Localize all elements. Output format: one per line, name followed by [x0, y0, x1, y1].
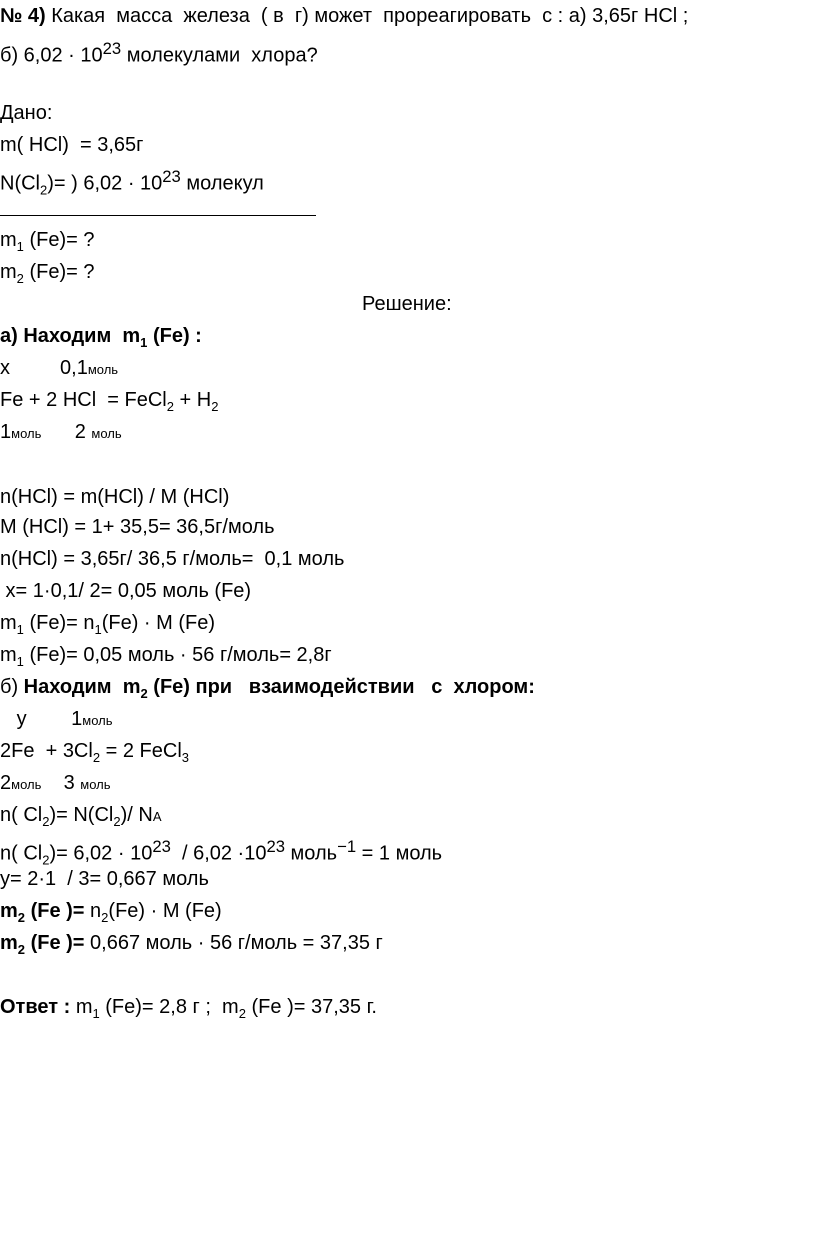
- text: (Fe )=: [25, 932, 85, 954]
- m2-formula: [0, 899, 222, 923]
- unit: моль: [80, 777, 111, 792]
- text: Находим m: [23, 676, 141, 698]
- text: )= N(Cl: [49, 804, 114, 826]
- subscript: 2: [92, 750, 101, 765]
- subscript: 2: [42, 814, 50, 829]
- subscript: 2: [42, 852, 50, 868]
- subscript: 2: [101, 910, 109, 925]
- text: m: [0, 612, 17, 634]
- text: (Fe )=: [25, 900, 85, 922]
- text: (Fe )= 37,35 г.: [245, 996, 377, 1018]
- text: y 1: [0, 708, 83, 730]
- exponent: 23: [266, 837, 285, 856]
- text: = 1 моль: [356, 842, 443, 865]
- text: n( Cl: [0, 804, 43, 826]
- text: 1: [0, 421, 12, 443]
- calc-a-6: [0, 643, 332, 667]
- problem-part-b-text: б) 6,02 · 10: [0, 44, 103, 67]
- equation-b-below: [0, 771, 111, 795]
- text: m: [0, 900, 18, 922]
- exponent: 23: [152, 837, 171, 856]
- subscript: 1: [94, 622, 102, 637]
- y-calc: y= 2·1 / 3= 0,667 моль: [0, 868, 209, 890]
- text: m: [0, 644, 17, 666]
- text: )= ) 6,02 · 10: [47, 172, 163, 195]
- part-a-heading: [0, 324, 202, 348]
- given-mass-hcl: m( HCl) = 3,65г: [0, 134, 144, 156]
- text: m: [0, 261, 17, 283]
- text: (Fe) · M (Fe): [101, 612, 216, 634]
- n-cl2-calc: [0, 835, 443, 868]
- text: 2Fe + 3Cl: [0, 740, 93, 762]
- given-n-cl2: [0, 165, 264, 198]
- subscript: 2: [17, 942, 26, 957]
- unit: моль: [11, 426, 42, 441]
- text: m: [0, 932, 18, 954]
- subscript: 2: [211, 399, 219, 414]
- exponent: 23: [102, 39, 122, 58]
- text: Fe + 2 HCl = FeCl: [0, 389, 167, 411]
- text: молекул: [180, 172, 264, 195]
- text: 2: [0, 772, 12, 794]
- problem-number: № 4): [0, 5, 46, 27]
- divider-line: [0, 215, 316, 216]
- subscript: 2: [40, 182, 48, 198]
- text: (Fe)= 0,05 моль · 56 г/моль= 2,8г: [23, 644, 332, 666]
- subscript: 2: [140, 686, 148, 701]
- subscript: 1: [92, 1006, 100, 1021]
- text: m: [70, 996, 93, 1018]
- part-b-heading: [0, 675, 535, 699]
- text: (Fe)= ?: [23, 261, 95, 283]
- find-m2: [0, 260, 94, 284]
- text: (Fe) · M (Fe): [108, 900, 222, 922]
- answer-label: Ответ :: [0, 996, 71, 1018]
- text: + H: [173, 389, 212, 411]
- problem-line-2: [0, 37, 318, 67]
- text: n: [84, 900, 102, 922]
- subscript: 2: [113, 814, 121, 829]
- calc-a-3: n(HCl) = 3,65г/ 36,5 г/моль= 0,1 моль: [0, 548, 345, 570]
- calc-a-4: x= 1·0,1/ 2= 0,05 моль (Fe): [0, 580, 252, 602]
- text: (Fe) при взаимодействии с хлором:: [147, 676, 535, 698]
- answer: [0, 995, 377, 1019]
- subscript: 1: [16, 239, 24, 254]
- subscript: 2: [16, 271, 24, 286]
- solution-heading: Решение:: [362, 293, 452, 315]
- exponent: −1: [337, 837, 357, 856]
- equation-a-above: [0, 356, 118, 380]
- calc-a-1: n(HCl) = m(HCl) / M (HCl): [0, 486, 230, 508]
- problem-part-b-suffix: молекулами хлора?: [121, 44, 318, 67]
- text: б): [0, 676, 24, 698]
- text: m: [0, 229, 17, 251]
- subscript: 2: [166, 399, 174, 414]
- given-heading: Дано:: [0, 102, 53, 124]
- text: 2: [41, 421, 92, 443]
- subscript: 1: [140, 335, 148, 350]
- equation-a: [0, 388, 218, 412]
- m2-calc: [0, 931, 383, 955]
- text: n( Cl: [0, 842, 43, 865]
- text: N(Cl: [0, 172, 40, 195]
- text: = 2 FeCl: [100, 740, 182, 762]
- text: )= 6,02 · 10: [49, 842, 153, 865]
- exponent: 23: [162, 167, 181, 186]
- text: моль: [285, 842, 338, 865]
- unit: моль: [11, 777, 42, 792]
- equation-a-below: [0, 420, 122, 444]
- calc-a-2: M (HCl) = 1+ 35,5= 36,5г/моль: [0, 516, 275, 538]
- subscript: A: [152, 809, 162, 824]
- text: (Fe)= n: [23, 612, 95, 634]
- n-cl2-definition: [0, 803, 161, 827]
- text: )/ N: [120, 804, 153, 826]
- text: (Fe)= ?: [23, 229, 95, 251]
- find-m1: [0, 228, 94, 252]
- text: (Fe)= 2,8 г ; m: [99, 996, 239, 1018]
- subscript: 2: [17, 910, 26, 925]
- subscript: 1: [16, 654, 24, 669]
- text: / 6,02 ·10: [170, 842, 267, 865]
- problem-line-1: [0, 4, 688, 28]
- text: 3: [41, 772, 81, 794]
- equation-b-above: [0, 707, 113, 731]
- calc-a-5: [0, 611, 215, 635]
- text: (Fe) :: [147, 325, 202, 347]
- unit: моль: [82, 713, 113, 728]
- text: x 0,1: [0, 357, 88, 379]
- unit: моль: [87, 362, 119, 377]
- subscript: 1: [16, 622, 24, 637]
- problem-text: Какая масса железа ( в г) может прореагировать с : а) 3,65г HCl ;: [45, 5, 689, 27]
- text: 0,667 моль · 56 г/моль = 37,35 г: [84, 932, 383, 954]
- unit: моль: [91, 426, 122, 441]
- equation-b: [0, 739, 189, 763]
- subscript: 3: [181, 750, 189, 765]
- text: а) Находим m: [0, 325, 141, 347]
- subscript: 2: [238, 1006, 246, 1021]
